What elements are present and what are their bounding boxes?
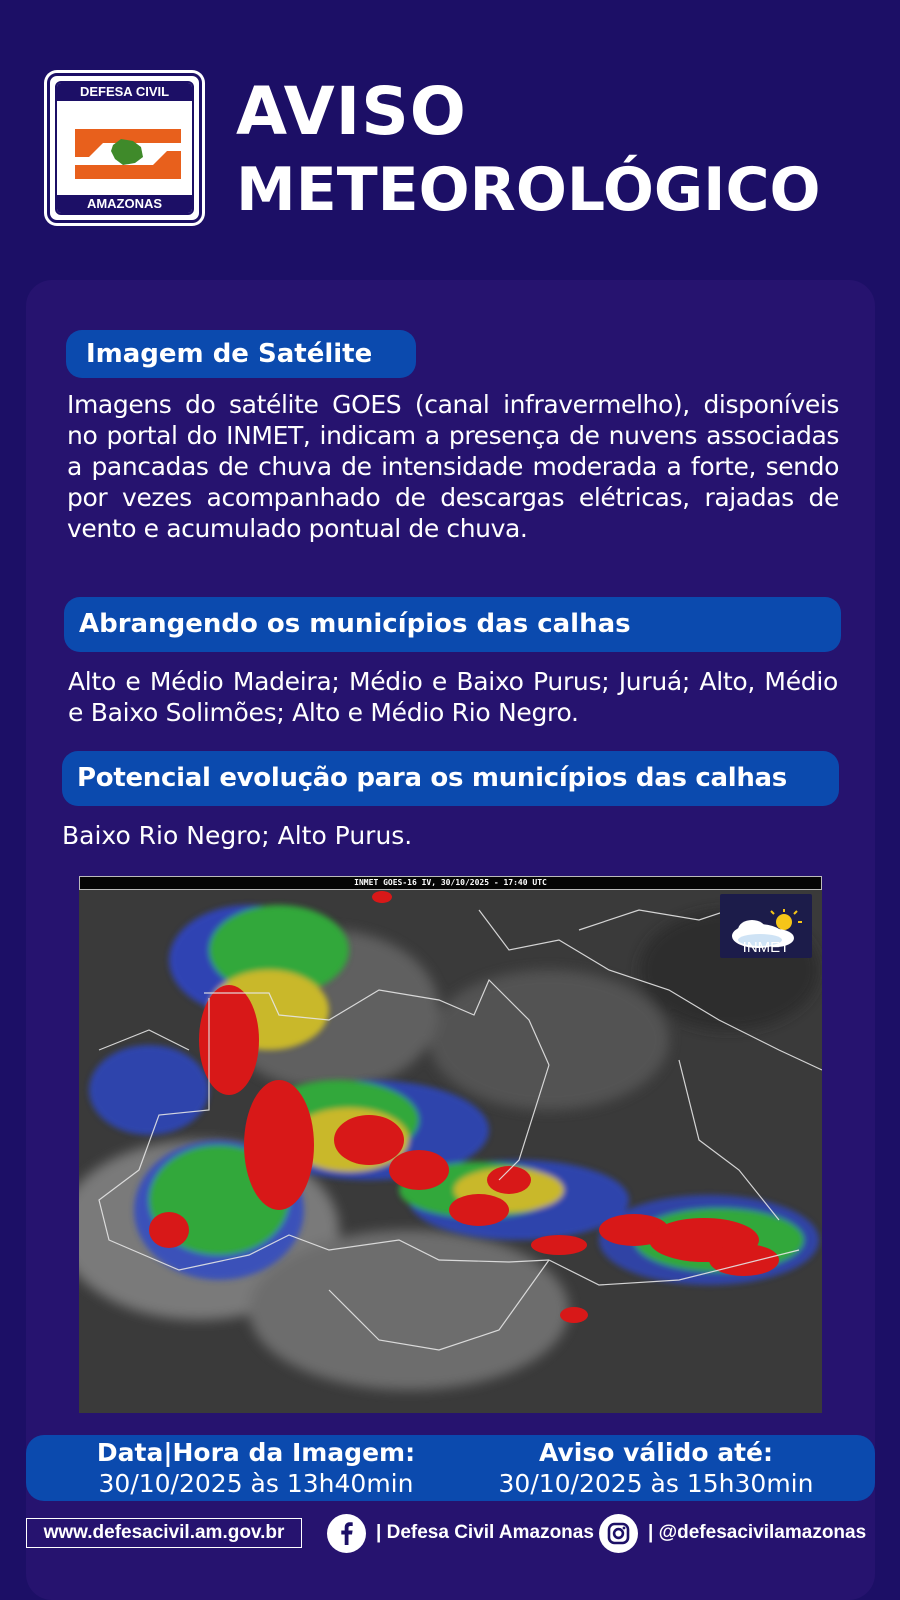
satellite-map-graphic (79, 890, 822, 1413)
evolution-heading: Potencial evolução para os municípios das calhas (62, 751, 839, 806)
satellite-description: Imagens do satélite GOES (canal infravermelho), disponíveis no portal do INMET, indicam a presença de nuvens associadas a pancadas de chuva de intensidade moderada a forte, sendo por vezes acompanhado de descargas elétricas, rajadas de vento e acumulado pontual de chuva. (67, 390, 839, 543)
facebook-handle[interactable]: | Defesa Civil Amazonas (376, 1522, 594, 1543)
defesa-civil-emblem-icon (63, 105, 193, 203)
image-date-value: 30/10/2025 às 13h40min (98, 1469, 414, 1498)
page-title-line-2: METEOROLÓGICO (236, 155, 821, 225)
image-date-block (66, 1435, 446, 1499)
valid-until-label: Aviso válido até: (539, 1438, 773, 1467)
valid-until-value: 30/10/2025 às 15h30min (498, 1469, 814, 1498)
satellite-heading: Imagem de Satélite (66, 330, 416, 378)
instagram-handle[interactable]: | @defesacivilamazonas (648, 1522, 867, 1543)
instagram-icon[interactable] (599, 1514, 638, 1553)
evolution-list: Baixo Rio Negro; Alto Purus. (62, 821, 413, 850)
defesa-civil-logo (47, 73, 202, 223)
satellite-image (79, 876, 822, 1413)
satellite-caption: INMET GOES-16 IV, 30/10/2025 - 17:40 UTC (79, 876, 822, 890)
inmet-badge (720, 894, 812, 958)
page-title-line-1: AVISO (236, 73, 467, 150)
logo-bottom-text: AMAZONAS (57, 195, 192, 213)
valid-until-block (466, 1435, 846, 1499)
inmet-label: INMET (742, 939, 790, 956)
image-date-label: Data|Hora da Imagem: (96, 1438, 416, 1467)
dates-bar (26, 1435, 875, 1501)
facebook-icon[interactable] (327, 1514, 366, 1553)
logo-top-text: DEFESA CIVIL (57, 83, 192, 101)
municipalities-heading: Abrangendo os municípios das calhas (64, 597, 841, 652)
website-link[interactable]: www.defesacivil.am.gov.br (26, 1518, 302, 1548)
municipalities-list: Alto e Médio Madeira; Médio e Baixo Purus; Juruá; Alto, Médio e Baixo Solimões; Alto e Médio Rio Negro. (68, 667, 838, 727)
